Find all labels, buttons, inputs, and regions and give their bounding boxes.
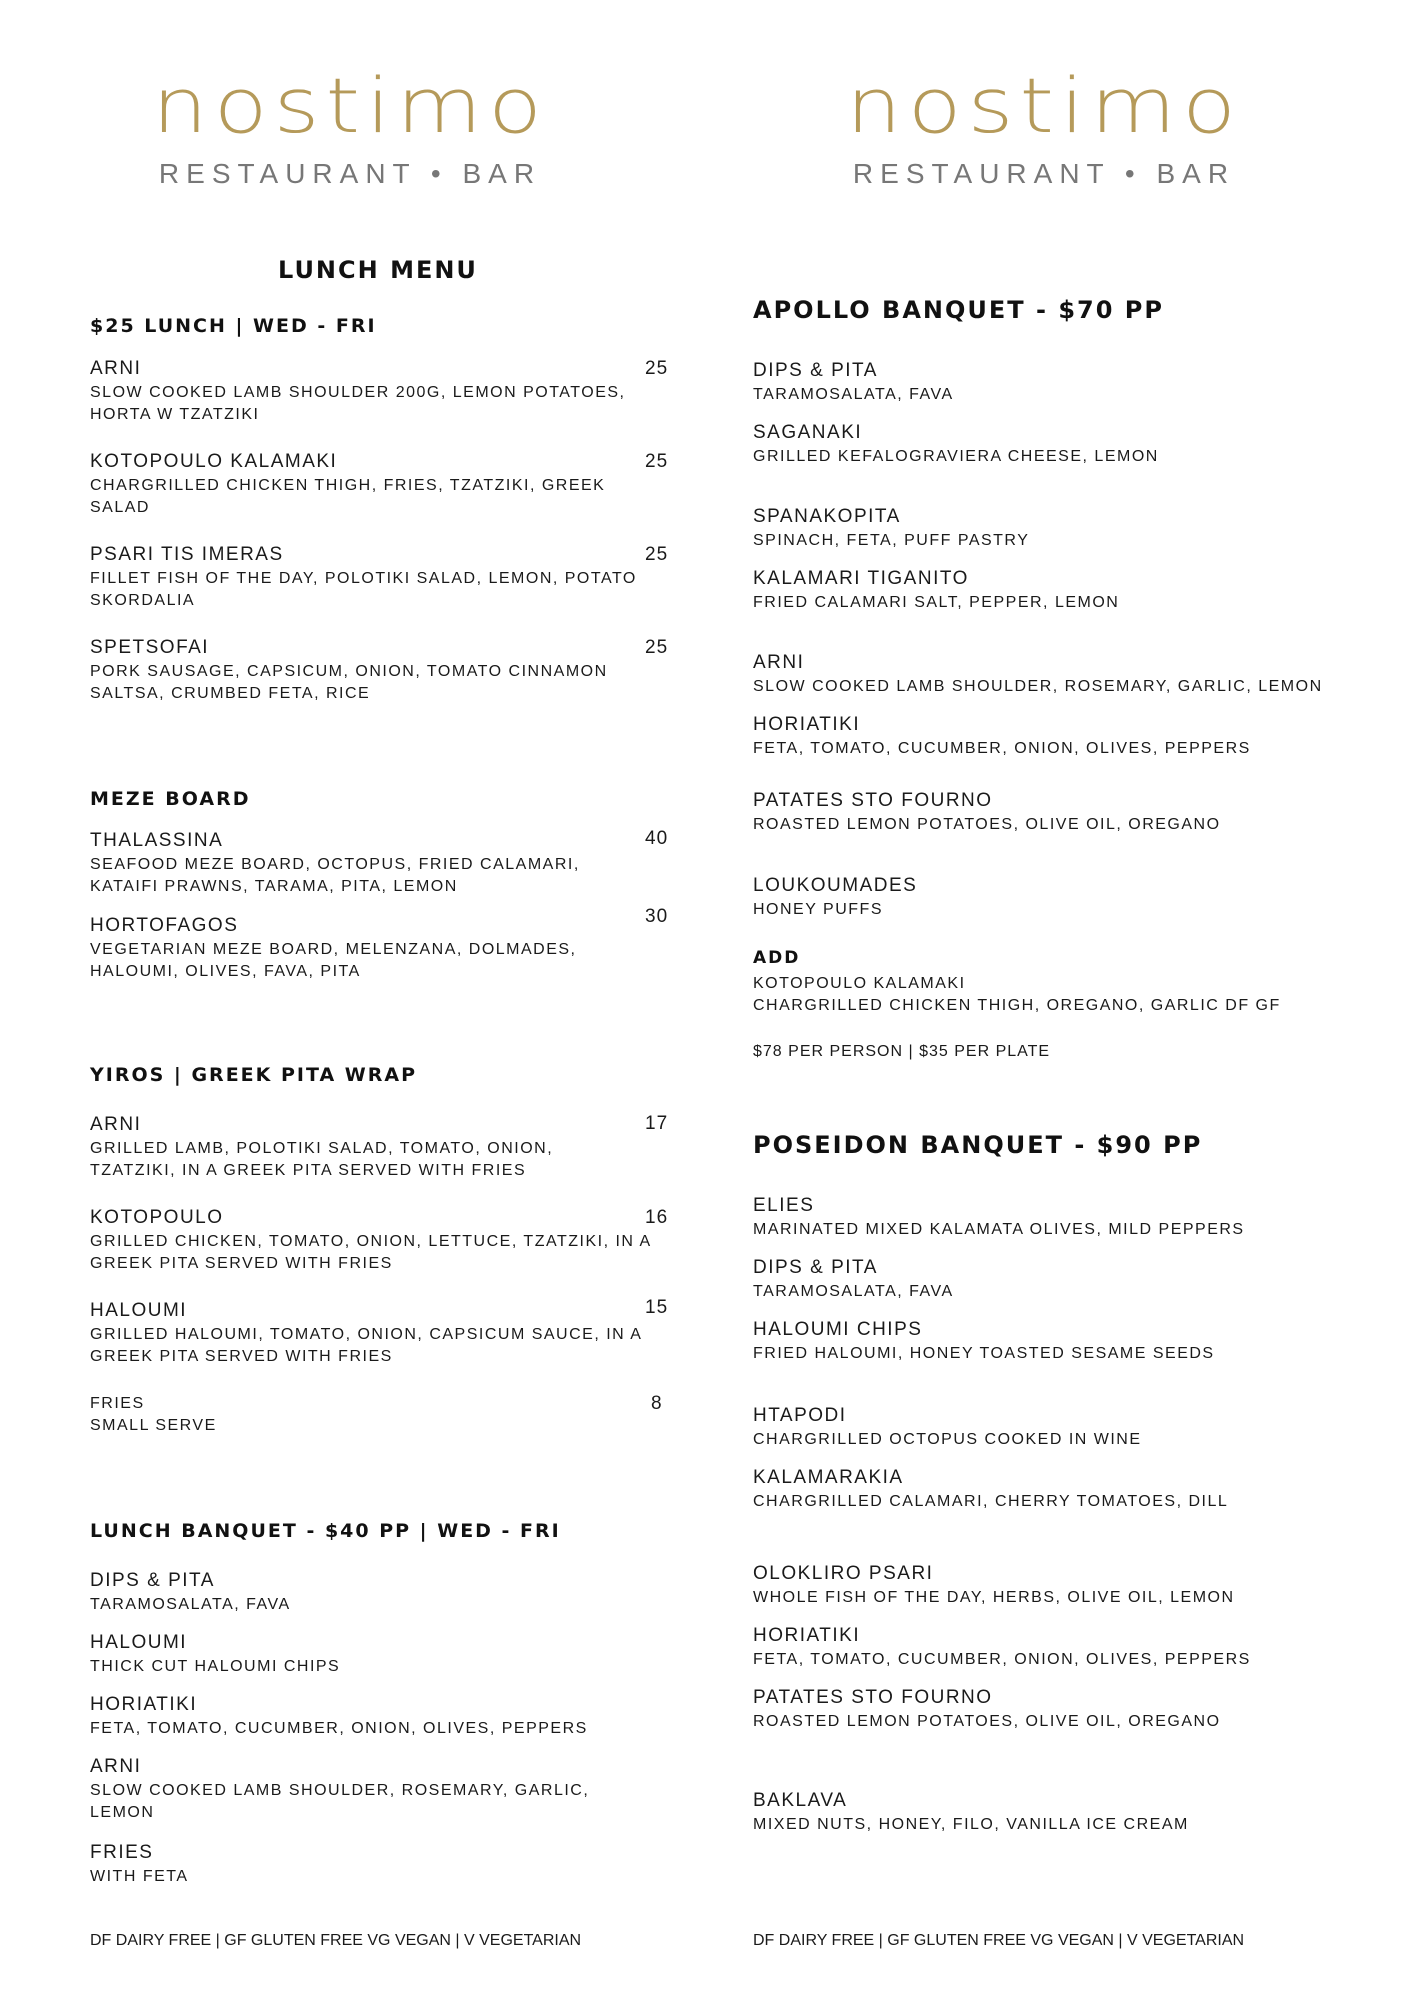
item-description: FRIED CALAMARI SALT, PEPPER, LEMON bbox=[753, 594, 1120, 611]
section-heading-meze: MEZE BOARD bbox=[90, 788, 251, 810]
menu-item bbox=[90, 637, 650, 705]
item-name: PATATES STO FOURNO bbox=[753, 790, 993, 811]
item-name: ELIES bbox=[753, 1195, 815, 1216]
item-name: HORIATIKI bbox=[90, 1694, 198, 1715]
item-description: CHARGRILLED OCTOPUS COOKED IN WINE bbox=[753, 1431, 1142, 1448]
item-description: ROASTED LEMON POTATOES, OLIVE OIL, OREGANO bbox=[753, 816, 1221, 833]
item-description: TARAMOSALATA, FAVA bbox=[753, 386, 954, 403]
item-price: 15 bbox=[645, 1297, 669, 1318]
logo-tagline: RESTAURANT • BAR bbox=[852, 158, 1236, 189]
add-on-heading: ADD bbox=[753, 948, 801, 968]
item-price: 17 bbox=[645, 1113, 669, 1134]
item-description: CHARGRILLED CALAMARI, CHERRY TOMATOES, DILL bbox=[753, 1493, 1229, 1510]
menu-item bbox=[90, 1393, 490, 1437]
menu-item bbox=[90, 451, 640, 519]
item-description: HONEY PUFFS bbox=[753, 901, 883, 918]
item-description: SLOW COOKED LAMB SHOULDER 200G, LEMON POTATOES, HORTA W TZATZIKI bbox=[90, 384, 626, 423]
item-description: MARINATED MIXED KALAMATA OLIVES, MILD PEPPERS bbox=[753, 1221, 1245, 1238]
item-price: 25 bbox=[645, 358, 669, 379]
item-description: FETA, TOMATO, CUCUMBER, ONION, OLIVES, PEPPERS bbox=[753, 740, 1251, 757]
item-description: MIXED NUTS, HONEY, FILO, VANILLA ICE CREAM bbox=[753, 1816, 1189, 1833]
menu-item bbox=[753, 1563, 1373, 1609]
item-name: KOTOPOULO bbox=[90, 1207, 224, 1228]
menu-item bbox=[90, 1842, 650, 1888]
add-on-item bbox=[753, 973, 1373, 1017]
menu-item bbox=[90, 544, 680, 612]
item-name: BAKLAVA bbox=[753, 1790, 848, 1811]
item-description: SEAFOOD MEZE BOARD, OCTOPUS, FRIED CALAMARI, KATAIFI PRAWNS, TARAMA, PITA, LEMON bbox=[90, 856, 580, 895]
item-price: 40 bbox=[645, 828, 669, 849]
menu-item bbox=[753, 875, 1373, 921]
item-name: ARNI bbox=[753, 652, 805, 673]
item-name: DIPS & PITA bbox=[753, 1257, 878, 1278]
item-description: ROASTED LEMON POTATOES, OLIVE OIL, OREGANO bbox=[753, 1713, 1221, 1730]
banquet-pricing: $78 PER PERSON | $35 PER PLATE bbox=[753, 1043, 1051, 1060]
item-description: SPINACH, FETA, PUFF PASTRY bbox=[753, 532, 1030, 549]
item-description: GRILLED CHICKEN, TOMATO, ONION, LETTUCE, TZATZIKI, IN A GREEK PITA SERVED WITH FRIES bbox=[90, 1233, 651, 1272]
item-name: HORIATIKI bbox=[753, 1625, 861, 1646]
menu-item bbox=[90, 1207, 670, 1275]
item-description: GRILLED KEFALOGRAVIERA CHEESE, LEMON bbox=[753, 448, 1159, 465]
logo-wordmark: nostimo bbox=[846, 61, 1242, 150]
menu-item bbox=[90, 1694, 670, 1740]
menu-item bbox=[90, 1114, 610, 1182]
section-heading-lunch: $25 LUNCH | WED - FRI bbox=[90, 315, 377, 337]
item-description: GRILLED LAMB, POLOTIKI SALAD, TOMATO, ONION, TZATZIKI, IN A GREEK PITA SERVED WITH FRIES bbox=[90, 1140, 554, 1179]
item-description: FILLET FISH OF THE DAY, POLOTIKI SALAD, LEMON, POTATO SKORDALIA bbox=[90, 570, 637, 609]
logo-wordmark: nostimo bbox=[152, 61, 548, 150]
item-description: TARAMOSALATA, FAVA bbox=[753, 1283, 954, 1300]
item-name: SPANAKOPITA bbox=[753, 506, 901, 527]
menu-item bbox=[90, 1570, 650, 1616]
item-name: PSARI TIS IMERAS bbox=[90, 544, 284, 565]
item-description: SLOW COOKED LAMB SHOULDER, ROSEMARY, GARLIC, LEMON bbox=[90, 1782, 590, 1821]
item-name: DIPS & PITA bbox=[753, 360, 878, 381]
menu-title: LUNCH MENU bbox=[278, 256, 478, 284]
item-description: FETA, TOMATO, CUCUMBER, ONION, OLIVES, PEPPERS bbox=[753, 1651, 1251, 1668]
item-description: SMALL SERVE bbox=[90, 1417, 217, 1434]
menu-item bbox=[90, 358, 670, 426]
menu-item bbox=[753, 714, 1373, 760]
item-name: ARNI bbox=[90, 1114, 142, 1135]
item-description: GRILLED HALOUMI, TOMATO, ONION, CAPSICUM SAUCE, IN A GREEK PITA SERVED WITH FRIES bbox=[90, 1326, 642, 1365]
section-heading-yiros: YIROS | GREEK PITA WRAP bbox=[90, 1064, 418, 1086]
section-heading-lunch-banquet: LUNCH BANQUET - $40 PP | WED - FRI bbox=[90, 1520, 561, 1542]
section-heading-apollo: APOLLO BANQUET - $70 PP bbox=[753, 296, 1164, 324]
item-name: OLOKLIRO PSARI bbox=[753, 1563, 934, 1584]
item-name: HALOUMI bbox=[90, 1632, 188, 1653]
section-heading-poseidon: POSEIDON BANQUET - $90 PP bbox=[753, 1131, 1203, 1159]
menu-item bbox=[753, 1195, 1373, 1241]
menu-item bbox=[753, 1790, 1373, 1836]
item-description: THICK CUT HALOUMI CHIPS bbox=[90, 1658, 341, 1675]
item-description: TARAMOSALATA, FAVA bbox=[90, 1596, 291, 1613]
menu-item bbox=[90, 1632, 650, 1678]
item-name: ARNI bbox=[90, 358, 142, 379]
dietary-legend: DF DAIRY FREE | GF GLUTEN FREE VG VEGAN | V VEGETARIAN bbox=[753, 1932, 1245, 1949]
menu-item bbox=[753, 568, 1373, 614]
item-description: WHOLE FISH OF THE DAY, HERBS, OLIVE OIL, LEMON bbox=[753, 1589, 1235, 1606]
item-name: KOTOPOULO KALAMAKI bbox=[753, 975, 966, 992]
menu-item bbox=[753, 1467, 1373, 1513]
menu-item bbox=[753, 1625, 1373, 1671]
item-name: KOTOPOULO KALAMAKI bbox=[90, 451, 338, 472]
item-price: 8 bbox=[651, 1393, 663, 1414]
item-name: ARNI bbox=[90, 1756, 142, 1777]
menu-item bbox=[753, 360, 1373, 406]
item-name: THALASSINA bbox=[90, 830, 224, 851]
menu-item bbox=[753, 1319, 1373, 1365]
logo-right bbox=[844, 62, 1244, 190]
item-price: 25 bbox=[645, 451, 669, 472]
menu-item bbox=[90, 1756, 630, 1824]
item-description: WITH FETA bbox=[90, 1868, 189, 1885]
item-price: 25 bbox=[645, 637, 669, 658]
item-name: DIPS & PITA bbox=[90, 1570, 215, 1591]
item-name: SPETSOFAI bbox=[90, 637, 210, 658]
item-description: CHARGRILLED CHICKEN THIGH, OREGANO, GARLIC DF GF bbox=[753, 997, 1281, 1014]
item-name: HALOUMI CHIPS bbox=[753, 1319, 923, 1340]
dietary-legend: DF DAIRY FREE | GF GLUTEN FREE VG VEGAN | V VEGETARIAN bbox=[90, 1932, 582, 1949]
item-name: FRIES bbox=[90, 1842, 154, 1863]
menu-item bbox=[753, 1405, 1373, 1451]
menu-item bbox=[90, 830, 620, 898]
item-name: HORIATIKI bbox=[753, 714, 861, 735]
menu-item bbox=[753, 652, 1373, 698]
item-name: HTAPODI bbox=[753, 1405, 847, 1426]
item-description: VEGETARIAN MEZE BOARD, MELENZANA, DOLMADES, HALOUMI, OLIVES, FAVA, PITA bbox=[90, 941, 577, 980]
item-description: PORK SAUSAGE, CAPSICUM, ONION, TOMATO CINNAMON SALTSA, CRUMBED FETA, RICE bbox=[90, 663, 608, 702]
item-description: SLOW COOKED LAMB SHOULDER, ROSEMARY, GARLIC, LEMON bbox=[753, 678, 1323, 695]
item-name: KALAMARI TIGANITO bbox=[753, 568, 969, 589]
item-name: FRIES bbox=[90, 1395, 145, 1412]
menu-item bbox=[90, 915, 620, 983]
menu-item bbox=[753, 1257, 1373, 1303]
logo-tagline: RESTAURANT • BAR bbox=[158, 158, 542, 189]
item-description: CHARGRILLED CHICKEN THIGH, FRIES, TZATZIKI, GREEK SALAD bbox=[90, 477, 606, 516]
item-name: KALAMARAKIA bbox=[753, 1467, 904, 1488]
menu-item bbox=[753, 1687, 1373, 1733]
menu-item bbox=[753, 422, 1373, 468]
logo-left bbox=[150, 62, 550, 190]
item-price: 16 bbox=[645, 1207, 669, 1228]
item-name: HALOUMI bbox=[90, 1300, 188, 1321]
item-price: 25 bbox=[645, 544, 669, 565]
item-name: HORTOFAGOS bbox=[90, 915, 239, 936]
menu-item bbox=[753, 790, 1373, 836]
item-name: PATATES STO FOURNO bbox=[753, 1687, 993, 1708]
menu-item bbox=[90, 1300, 680, 1368]
menu-item bbox=[753, 506, 1373, 552]
item-name: SAGANAKI bbox=[753, 422, 863, 443]
item-description: FETA, TOMATO, CUCUMBER, ONION, OLIVES, PEPPERS bbox=[90, 1720, 588, 1737]
item-description: FRIED HALOUMI, HONEY TOASTED SESAME SEEDS bbox=[753, 1345, 1215, 1362]
item-price: 30 bbox=[645, 906, 669, 927]
item-name: LOUKOUMADES bbox=[753, 875, 918, 896]
